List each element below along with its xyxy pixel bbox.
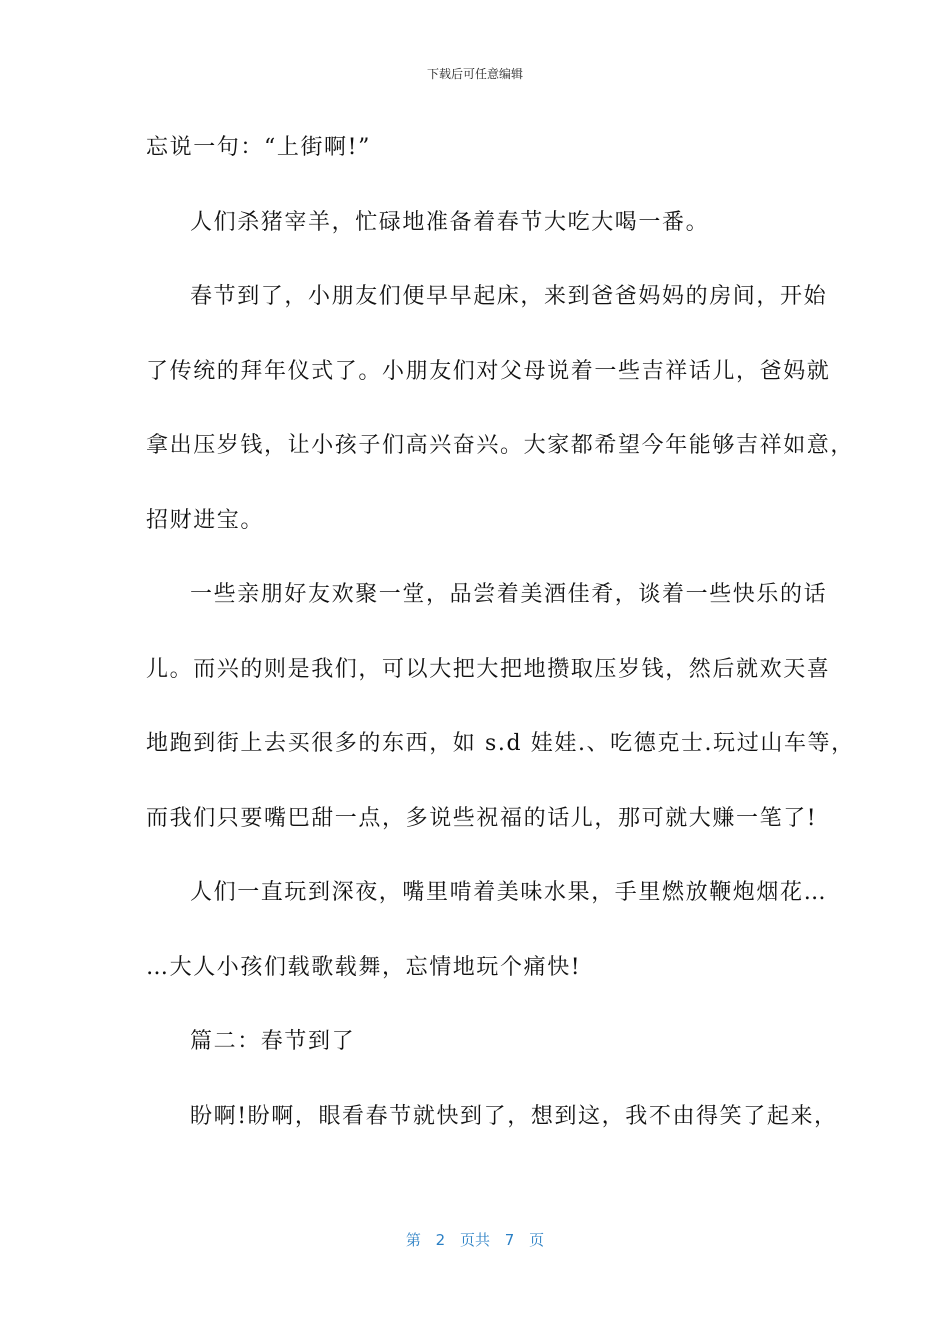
text-line-11: 人们一直玩到深夜，嘴里啃着美味水果，手里燃放鞭炮烟花… <box>190 880 828 905</box>
page-header: 下载后可任意编辑 <box>426 67 523 81</box>
footer-prefix: 第 <box>405 1231 421 1249</box>
text-line-8: 儿。而兴的则是我们，可以大把大把地攒取压岁钱，然后就欢天喜 <box>146 656 831 682</box>
text-line-5: 拿出压岁钱，让小孩子们高兴奋兴。大家都希望今年能够吉祥如意， <box>146 433 855 458</box>
footer-current-page: 2 <box>435 1231 446 1249</box>
text-line-1: 忘说一句：“上街啊!” <box>146 135 371 160</box>
text-line-6: 招财进宝。 <box>146 507 265 533</box>
section-heading: 篇二：春节到了 <box>190 1029 356 1054</box>
text-line-3: 春节到了，小朋友们便早早起床，来到爸爸妈妈的房间，开始 <box>190 284 828 309</box>
text-line-10: 而我们只要嘴巴甜一点，多说些祝福的话儿，那可就大赚一笔了! <box>146 805 818 831</box>
text-line-9: 地跑到街上去买很多的东西，如 s.d 娃娃.、吃德克士.玩过山车等， <box>146 731 855 756</box>
text-line-2: 人们杀猪宰羊，忙碌地准备着春节大吃大喝一番。 <box>190 209 710 235</box>
text-line-4: 了传统的拜年仪式了。小朋友们对父母说着一些吉祥话儿，爸妈就 <box>146 358 831 384</box>
footer-total-pages: 7 <box>504 1231 515 1249</box>
footer-suffix: 页 <box>529 1231 545 1249</box>
text-line-7: 一些亲朋好友欢聚一堂，品尝着美酒佳肴，谈着一些快乐的话 <box>190 582 828 607</box>
text-line-12: …大人小孩们载歌载舞，忘情地玩个痛快! <box>146 954 582 980</box>
text-line-14: 盼啊!盼啊，眼看春节就快到了，想到这，我不由得笑了起来， <box>190 1103 838 1129</box>
document-body <box>146 130 855 1173</box>
page-footer <box>0 1230 950 1250</box>
footer-middle: 页共 <box>459 1231 490 1249</box>
